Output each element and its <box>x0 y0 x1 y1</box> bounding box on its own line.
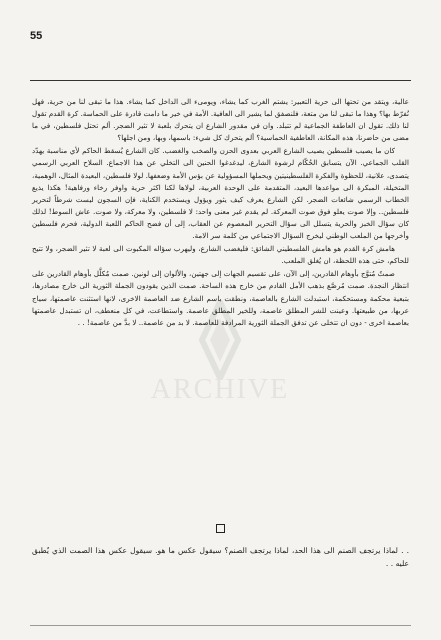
main-text <box>32 96 409 329</box>
page-number: 55 <box>30 30 43 42</box>
footer-rule <box>30 625 411 626</box>
watermark-text: ARCHIVE <box>150 374 290 405</box>
footnote: . . لماذا يرتجف الصنم الى هذا الحد، لماذا يرتجف الصنم؟ سيقول عكس ما هو. سيقول عكس هذا الصمت الذي يُطبق عليه . . <box>32 546 409 568</box>
paragraph: صمتٌ مُتوَّج بأوهام القادرين، إلى الآن، على تقسيم الجهات إلى جهتين، والألوان إلى لونين. صمت مُكلَّل بأوهام القادرين على انتظار النجدة. صمت مُرصَّع بذهب الأمل القادم من خارج هذه الساحة. صمت الذين يقودون الجملة الثورية الى خارج مصادرها، بتبعية محكمة ومستحكمة، استبدلت الشارع بالعاصمة، ونطقت باسم الشارع ضد العاصمة الاخرى، لانها استثنت عاصمتها، سياج عربها، من طبيعتها. وعينت للشر المطلق عاصمة، وللخير المطلق عاصمة. واستطاعت، في كل منعطف، ان تستبدل عاصمتها بعاصمة اخرى - دون ان تتخلى عن تدفق الجملة الثورية المرادفة للعاصمة. لا بد من عاصمة.. لا بدَّ من عاصمة! . . <box>32 269 409 327</box>
paragraph: كان ما يصيب فلسطين يصيب الشارع العربي بعدوى الحزن والصخب والغضب. كان الشارع يُسقط الحاكم لأي مناسبة يهدّد القلب الجماعي. الآن يتسابق الحُكّام لرشوة الشارع، ليدغدغوا الحنين الى التخلي عن هذا الاجماع. السلاح العربي الرسمي يتصدى، علانية، للحظوة والفكرة الفلسطينيتين ويحملها المسؤولية عن بؤس الأمة وضعفها. لولا فلسطين، البعيدة المثال، الوهمية، المتخيلة، المبكرة الى مواعدها البعيد، المتقدمة على الوحدة العربية، لولاها لكنا اكثر حرية واوفر رخاء ورفاهية! هكذا يذيع الخطاب الرسمي شائعات الضجر. لكن الشارع يعرف كيف يثور ويؤول ويستخدم الكناية، فإن السجون ليست شرطاً لتحرير فلسطين.. وإلا صوت يعلو فوق صوت المعركة. لم يقدم غير معنى واحد: لا فلسطين، ولا معركة، ولا صوت. عاش السوط! لذلك كان سؤال الخبز والحرية يتسلل الى سؤال التحرير المعصوم عن العقاب، إلى أن فضح الحاكم اللعبة الدولية، فحرم فلسطين وأخرجها من الملعب الوطني ليخرج السؤال الاجتماعي من كلمة سر الامة. <box>32 146 409 241</box>
section-ornament-icon <box>216 524 225 533</box>
header-rule <box>30 80 411 81</box>
paragraph: عالية، ويتقد من تحتها الى حرية التعبير: يشتم الغرب كما يشاء، ويومىء الى الداخل كما يشاء. هذا ما تبقى لنا من حرية، فهل نُفرّط بها؟ وهذا ما تبقى لنا من متعة، فلنصفق لما يشير الى العافية. الأمة في خير ما دامت قادرة على الحماسة. كرة القدم تقول لنا ذلك. تقول ان العاطفة الجماعية لم تتبلد. وان في مقدور الشارع ان يتحرك بلعبة لا تثير الضجر. ألم تحتل فلسطين، في ما مضى من حاضرنا، هذه المكانة، العاطفية الحماسية؟ ألم يتحرك كل شيء: باسمها، وبها، ومن اجلها؟ <box>32 97 409 143</box>
paragraph: هامش كرة القدم هو هامش الفلسطيني الشائق: فليغضب الشارع، وليهرب سؤاله المكبوت الى لعبة لا تثير الضجر، ولا تتيح للحاكم، حتى هذه اللحظة، ان يُغلق الملعب. <box>32 244 409 266</box>
